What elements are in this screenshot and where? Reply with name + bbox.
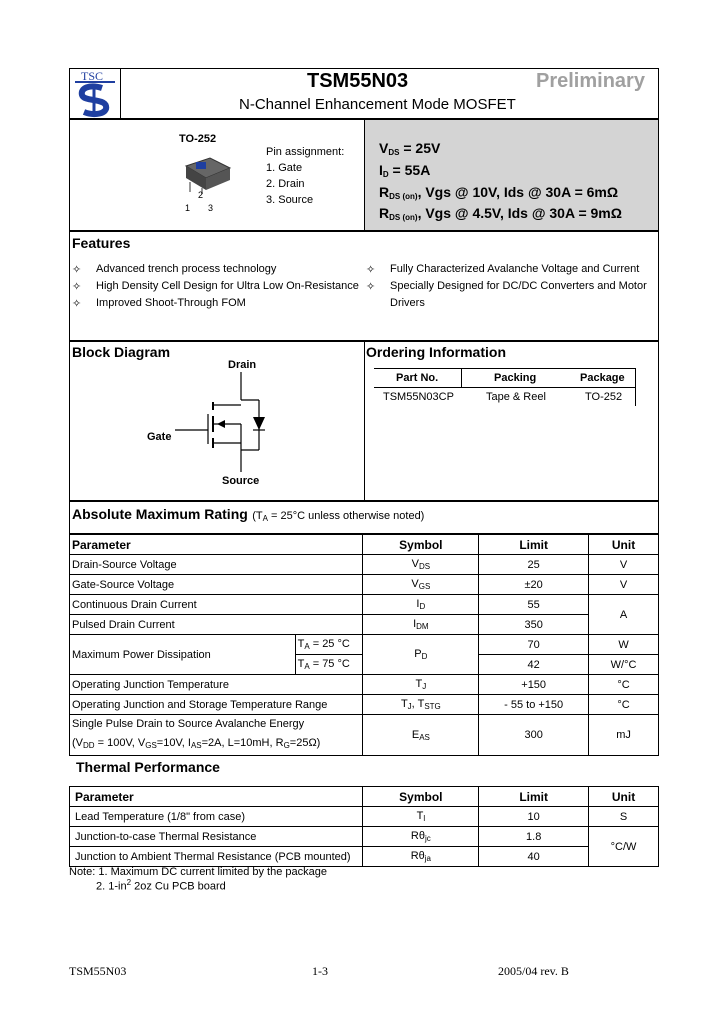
feature-bullet-icon: ✧ <box>366 281 376 293</box>
features-title: Features <box>72 235 131 251</box>
amr-limit: +150 <box>479 675 589 695</box>
pin-gate: 1. Gate <box>266 162 303 174</box>
amr-symbol: $T_J$ <box>363 675 479 695</box>
amr-param: Drain-Source Voltage <box>70 555 363 575</box>
feature-bullet-icon: ✧ <box>366 264 376 276</box>
amr-header-unit: Unit <box>589 535 659 555</box>
table-row <box>70 715 659 756</box>
amr-symbol: $I_D$ <box>363 595 479 615</box>
amr-symbol: $I_{DM}$ <box>363 615 479 635</box>
amr-param: Continuous Drain Current <box>70 595 363 615</box>
amr-limit: 42 <box>479 655 589 675</box>
thermal-param: Lead Temperature (1/8" from case) <box>70 807 363 827</box>
subtitle: N-Channel Enhancement Mode MOSFET <box>239 96 516 113</box>
feature-right-3: Drivers <box>390 297 425 309</box>
ordering-part-no: TSM55N03CP <box>383 391 454 403</box>
amr-condition: $T_A = 75$ °C <box>295 655 363 675</box>
amr-param: Maximum Power Dissipation <box>70 635 296 675</box>
thermal-unit: S <box>589 807 659 827</box>
preliminary-label: Preliminary <box>536 70 645 92</box>
feature-left-1: Advanced trench process technology <box>96 263 277 275</box>
thermal-limit: 10 <box>479 807 589 827</box>
amr-symbol: $P_D$ <box>363 635 479 675</box>
thermal-header-symbol: Symbol <box>363 787 479 807</box>
to252-package-icon <box>182 152 234 196</box>
feature-left-3: Improved Shoot-Through FOM <box>96 297 246 309</box>
table-row <box>70 787 659 807</box>
thermal-limit: 1.8 <box>479 827 589 847</box>
amr-title: Absolute Maximum Rating ($T_A = 25^\circ C$ unless otherwise noted) <box>72 506 425 523</box>
amr-param: Operating Junction Temperature <box>70 675 363 695</box>
ordering-header-packing: Packing <box>494 372 537 384</box>
amr-symbol: $V_{DS}$ <box>363 555 479 575</box>
ordering-header-part: Part No. <box>396 372 439 384</box>
amr-unit: V <box>589 575 659 595</box>
ordering-package: TO-252 <box>585 391 623 403</box>
amr-unit: °C <box>589 675 659 695</box>
source-label: Source <box>222 475 260 487</box>
amr-param: Pulsed Drain Current <box>70 615 363 635</box>
amr-symbol: $T_J$, $T_{STG}$ <box>363 695 479 715</box>
note-1: Note: 1. Maximum DC current limited by the package <box>69 866 327 878</box>
part-number-title: TSM55N03 <box>307 70 409 92</box>
amr-header-limit: Limit <box>479 535 589 555</box>
pin-assignment-title: Pin assignment: <box>266 146 345 158</box>
thermal-param: Junction to Ambient Thermal Resistance (PCB mounted) <box>70 847 363 867</box>
thermal-table <box>69 786 659 867</box>
thermal-header-parameter: Parameter <box>70 787 363 807</box>
mosfet-symbol-icon <box>175 372 275 472</box>
amr-table <box>69 534 659 756</box>
thermal-symbol: $T_l$ <box>363 807 479 827</box>
package-label: TO-252 <box>179 133 217 145</box>
thermal-title: Thermal Performance <box>76 759 220 775</box>
amr-unit: W <box>589 635 659 655</box>
feature-right-2: Specially Designed for DC/DC Converters and Motor <box>390 280 647 292</box>
pin-number-1: 1 <box>185 203 191 213</box>
amr-unit: W/°C <box>589 655 659 675</box>
pin-source: 3. Source <box>266 194 314 206</box>
feature-left-2: High Density Cell Design for Ultra Low On-Resistance <box>96 280 359 292</box>
feature-bullet-icon: ✧ <box>72 281 82 293</box>
block-diagram-title: Block Diagram <box>72 344 171 360</box>
amr-unit: mJ <box>589 715 659 756</box>
table-row <box>70 847 659 867</box>
amr-unit: V <box>589 555 659 575</box>
amr-condition: $T_A = 25$ °C <box>295 635 363 655</box>
table-row <box>70 535 659 555</box>
thermal-limit: 40 <box>479 847 589 867</box>
spec-id: $I_D = 55A$ <box>379 162 431 179</box>
amr-limit: ±20 <box>479 575 589 595</box>
thermal-param: Junction-to-case Thermal Resistance <box>70 827 363 847</box>
amr-param: Gate-Source Voltage <box>70 575 363 595</box>
pin-number-2: 2 <box>198 190 204 200</box>
table-row <box>70 575 659 595</box>
gate-label: Gate <box>147 431 172 443</box>
footer-part-number: TSM55N03 <box>69 964 127 978</box>
ordering-packing: Tape & Reel <box>486 391 546 403</box>
spec-rds-10v: $R_{DS (on)}$, Vgs @ 10V, Ids @ 30A = 6mΩ <box>379 184 619 201</box>
feature-right-1: Fully Characterized Avalanche Voltage and Current <box>390 263 640 275</box>
amr-header-parameter: Parameter <box>70 535 363 555</box>
table-row <box>70 555 659 575</box>
thermal-header-limit: Limit <box>479 787 589 807</box>
feature-bullet-icon: ✧ <box>72 298 82 310</box>
amr-symbol: $E_{AS}$ <box>363 715 479 756</box>
table-row <box>70 827 659 847</box>
table-row <box>70 615 659 635</box>
amr-param: Single Pulse Drain to Source Avalanche Energy ($V_{DD} = 100V$, $V_{GS}=10V$, $I_{AS}=2A$, L=10mH, $R_G=25\Omega$) <box>70 715 363 756</box>
table-row <box>70 695 659 715</box>
amr-limit: 70 <box>479 635 589 655</box>
amr-unit: °C <box>589 695 659 715</box>
feature-bullet-icon: ✧ <box>72 264 82 276</box>
thermal-symbol: $R\theta_{ja}$ <box>363 847 479 867</box>
pin-number-3: 3 <box>208 203 214 213</box>
table-row <box>70 807 659 827</box>
footer-revision: 2005/04 rev. B <box>498 964 569 978</box>
amr-header-symbol: Symbol <box>363 535 479 555</box>
table-row <box>70 635 659 655</box>
thermal-symbol: $R\theta_{jc}$ <box>363 827 479 847</box>
note-2: 2. $1-in^2$ 2oz Cu PCB board <box>96 878 226 893</box>
ordering-title: Ordering Information <box>366 344 506 360</box>
table-row <box>70 675 659 695</box>
amr-symbol: $V_{GS}$ <box>363 575 479 595</box>
logo-mark-icon <box>72 80 118 120</box>
footer-page-number: 1-3 <box>312 964 328 978</box>
drain-label: Drain <box>228 359 257 371</box>
table-row <box>70 595 659 615</box>
thermal-unit: °C/W <box>589 827 659 867</box>
amr-limit: 55 <box>479 595 589 615</box>
amr-limit: - 55 to +150 <box>479 695 589 715</box>
amr-param: Operating Junction and Storage Temperature Range <box>70 695 363 715</box>
amr-unit: A <box>589 595 659 635</box>
pin-drain: 2. Drain <box>266 178 305 190</box>
spec-rds-4v5: $R_{DS (on)}$, Vgs @ 4.5V, Ids @ 30A = 9mΩ <box>379 205 622 222</box>
tsc-logo <box>72 70 118 116</box>
ordering-header-package: Package <box>580 372 625 384</box>
amr-limit: 25 <box>479 555 589 575</box>
spec-vds: $V_{DS} = 25V$ <box>379 140 441 157</box>
thermal-header-unit: Unit <box>589 787 659 807</box>
amr-limit: 300 <box>479 715 589 756</box>
logo-text: TSC <box>81 69 104 83</box>
amr-limit: 350 <box>479 615 589 635</box>
